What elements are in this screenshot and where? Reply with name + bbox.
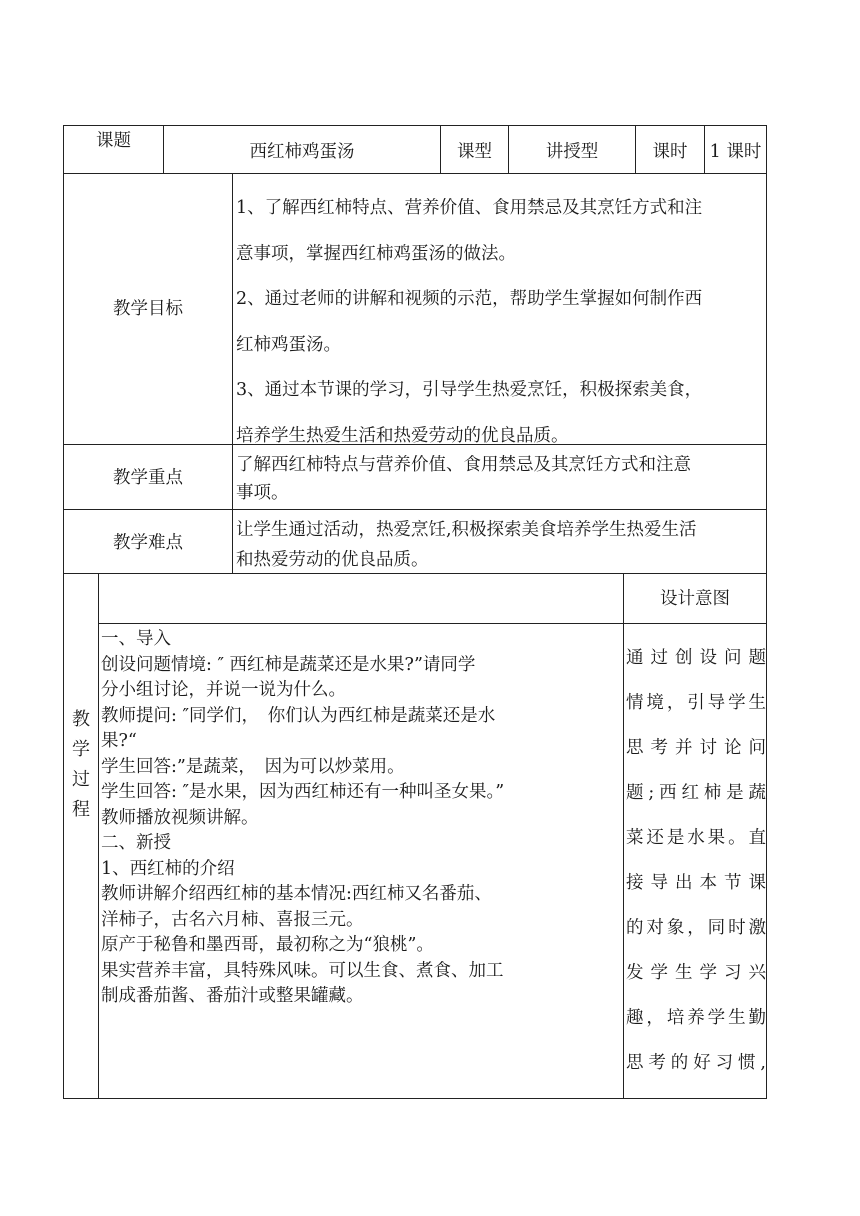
- design-intent-line: 趣，培养学生勤: [626, 1008, 766, 1028]
- class-hours-value: 1 课时: [709, 142, 762, 162]
- process-intent-divider: [623, 573, 624, 1098]
- objectives-label: 教学目标: [113, 299, 183, 319]
- process-line: 教师提问: ″同学们， 你们认为西红柿是蔬菜还是水: [101, 705, 496, 726]
- process-line: 果?“: [101, 731, 137, 751]
- design-intent-line: 思考并讨论问: [626, 738, 766, 758]
- objective-line: 2、通过老师的讲解和视频的示范，帮助学生掌握如何制作西: [236, 289, 703, 309]
- process-line: 学生回答: ″是水果，因为西红柿还有一种叫圣女果。”: [101, 782, 505, 802]
- design-intent-header: 设计意图: [660, 589, 730, 609]
- key-points-label: 教学重点: [113, 468, 183, 488]
- process-label-char: 程: [72, 799, 90, 820]
- table-border-top: [63, 125, 767, 126]
- topic-label: 课题: [96, 131, 131, 151]
- design-intent-line: 发学生学习兴: [626, 963, 766, 983]
- process-line: 1、西红柿的介绍: [101, 858, 235, 879]
- difficulties-text: [236, 515, 697, 575]
- process-line: 原产于秘鲁和墨西哥，最初称之为“狼桃”。: [101, 935, 434, 955]
- process-label-divider: [98, 573, 99, 1098]
- process-label: [64, 705, 98, 825]
- objectives-text: [236, 186, 702, 459]
- lesson-type-label: 课型: [457, 142, 492, 162]
- process-label-char: 教: [72, 709, 90, 730]
- lesson-type-value: 讲授型: [545, 142, 599, 162]
- process-line: 制成番茄酱、番茄汁或整果罐藏。: [101, 986, 364, 1006]
- label-col-divider: [232, 173, 233, 573]
- design-intent-line: 思考的好习惯,: [626, 1053, 766, 1073]
- table-border-left: [63, 125, 64, 1099]
- key-points-text: [236, 451, 691, 507]
- objective-line: 红柿鸡蛋汤。: [236, 334, 341, 355]
- process-line: 教师播放视频讲解。: [101, 807, 259, 828]
- table-row-divider: [63, 173, 767, 174]
- process-content: [101, 627, 504, 1010]
- design-intent-line: 情境，引导学生: [626, 693, 766, 713]
- table-row-divider: [63, 509, 767, 510]
- process-line: 二、新授: [101, 833, 171, 853]
- design-intent-content: [626, 636, 766, 1086]
- process-line: 学生回答:”是蔬菜， 因为可以炒菜用。: [101, 756, 405, 777]
- objective-line: 培养学生热爱生活和热爱劳动的优良品质。: [236, 425, 569, 446]
- process-header-divider: [98, 623, 767, 624]
- objective-line: 意事项，掌握西红柿鸡蛋汤的做法。: [236, 243, 516, 264]
- process-line: 一、导入: [101, 629, 171, 649]
- table-border-right: [766, 125, 767, 1099]
- design-intent-line: 菜还是水果。直: [626, 828, 766, 848]
- process-line: 洋柿子，古名六月柿、喜报三元。: [101, 909, 364, 930]
- process-label-char: 过: [72, 769, 90, 790]
- process-line: 教师讲解介绍西红柿的基本情况:西红柿又名番茄、: [101, 884, 492, 904]
- design-intent-line: 接导出本节课: [626, 873, 766, 893]
- difficulties-label: 教学难点: [113, 533, 183, 553]
- design-intent-line: 的对象，同时激: [626, 918, 766, 938]
- objective-line: 1、了解西红柿特点、营养价值、食用禁忌及其烹饪方式和注: [236, 198, 703, 218]
- topic-value: 西红柿鸡蛋汤: [249, 142, 355, 162]
- key-points-line: 了解西红柿特点与营养价值、食用禁忌及其烹饪方式和注意: [236, 455, 691, 475]
- process-line: 分小组讨论，并说一说为什么。: [101, 680, 346, 700]
- design-intent-line: 题;西红柿是蔬: [626, 783, 766, 803]
- process-label-char: 学: [72, 739, 90, 760]
- key-points-line: 事项。: [236, 483, 289, 503]
- difficulties-line: 让学生通过活动，热爱烹饪,积极探索美食培养学生热爱生活: [236, 520, 697, 540]
- difficulties-line: 和热爱劳动的优良品质。: [236, 550, 429, 570]
- process-line: 创设问题情境: ″ 西红柿是蔬菜还是水果?”请同学: [101, 654, 476, 675]
- class-hours-label: 课时: [652, 142, 688, 162]
- objective-line: 3、通过本节课的学习，引导学生热爱烹饪，积极探索美食，: [236, 380, 703, 400]
- process-line: 果实营养丰富，具特殊风味。可以生食、煮食、加工: [101, 960, 504, 981]
- table-border-bottom: [63, 1098, 767, 1099]
- design-intent-line: 通过创设问题: [626, 648, 766, 668]
